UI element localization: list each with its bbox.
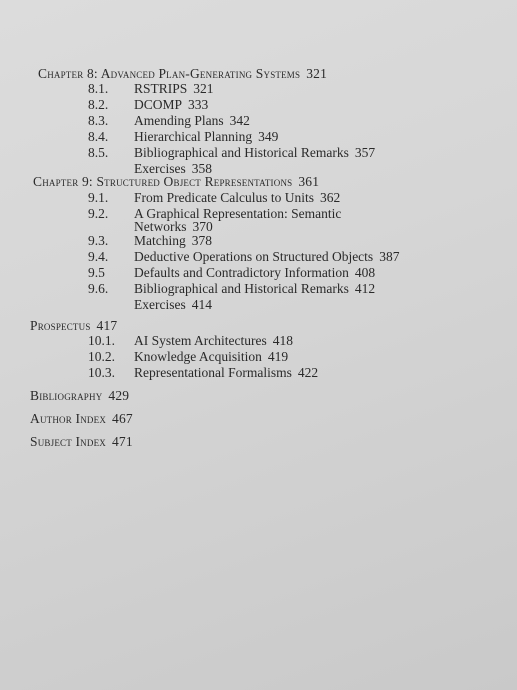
section-number: 9.4.: [88, 249, 109, 264]
exercises-label: Exercises: [134, 297, 186, 312]
section-number: 10.1.: [88, 333, 115, 348]
section-number: 8.3.: [88, 113, 109, 128]
section-number: 10.2.: [88, 349, 115, 364]
section-title-text: Matching: [134, 233, 186, 248]
page-number: 358: [191, 161, 212, 176]
section-title-text: Defaults and Contradictory Information: [134, 265, 349, 280]
section-number: 9.2.: [88, 206, 109, 221]
section-title-text: Bibliographical and Historical Remarks: [134, 281, 349, 296]
page-number: 417: [96, 318, 118, 333]
section-title: [134, 349, 288, 365]
subject-index-entry: [30, 434, 133, 450]
section-title: [134, 233, 212, 249]
page-number: 422: [297, 365, 319, 380]
exercises-label: Exercises: [134, 161, 186, 176]
section-title: [134, 281, 375, 297]
page-number: 429: [108, 388, 130, 403]
section-title-text: From Predicate Calculus to Units: [134, 190, 314, 205]
page-number: 361: [298, 174, 320, 189]
page-number: 408: [354, 265, 376, 280]
section-number: 8.1.: [88, 81, 109, 96]
chapter-title: Chapter 8: Advanced Plan-Generating Systems: [38, 66, 301, 81]
page-number: 419: [267, 349, 289, 364]
section-title-text: Networks: [134, 219, 187, 234]
chapter-title: Prospectus: [30, 318, 91, 333]
page-number: 378: [191, 233, 212, 248]
entry-title: Bibliography: [30, 388, 103, 403]
page-number: 467: [112, 411, 133, 426]
page-number: 321: [193, 81, 214, 96]
section-title-text: DCOMP: [134, 97, 183, 112]
section-title: [134, 265, 375, 281]
page-number: 370: [192, 219, 213, 234]
chapter-9-heading: [33, 174, 319, 190]
section-number: 10.3.: [88, 365, 115, 380]
section-title: [134, 113, 250, 129]
page-number: 362: [319, 190, 341, 205]
section-number: 9.5: [88, 265, 105, 280]
section-title-text: Representational Formalisms: [134, 365, 292, 380]
section-title-text: Knowledge Acquisition: [134, 349, 262, 364]
section-title: [134, 145, 375, 161]
page-number: 342: [229, 113, 250, 128]
section-number: 8.5.: [88, 145, 109, 160]
exercises-entry: [134, 297, 212, 313]
bibliography-entry: [30, 388, 129, 404]
page-number: 349: [258, 129, 279, 144]
page-number: 357: [354, 145, 376, 160]
section-number: 8.2.: [88, 97, 109, 112]
section-number: 9.1.: [88, 190, 109, 205]
page-number: 471: [111, 434, 133, 449]
section-title: [134, 365, 318, 381]
page-number: 321: [306, 66, 328, 81]
section-title-text: Bibliographical and Historical Remarks: [134, 145, 349, 160]
page-number: 333: [188, 97, 209, 112]
page-number: 387: [379, 249, 400, 264]
section-title: [134, 190, 340, 206]
section-number: 8.4.: [88, 129, 109, 144]
section-number: 9.3.: [88, 233, 109, 248]
section-number: 9.6.: [88, 281, 109, 296]
chapter-8-heading: [38, 66, 327, 82]
chapter-title: Chapter 9: Structured Object Representations: [33, 174, 293, 189]
section-title-text: AI System Architectures: [134, 333, 267, 348]
section-title: [134, 81, 214, 97]
section-title: [134, 97, 208, 113]
prospectus-heading: [30, 318, 117, 334]
section-title: [134, 249, 399, 265]
section-title-text: RSTRIPS: [134, 81, 188, 96]
section-title-text: A Graphical Representation: Semantic: [134, 206, 342, 221]
section-title-text: Deductive Operations on Structured Objects: [134, 249, 374, 264]
entry-title: Subject Index: [30, 434, 106, 449]
author-index-entry: [30, 411, 133, 427]
page-number: 418: [272, 333, 293, 348]
page-number: 414: [191, 297, 212, 312]
section-title: [134, 129, 278, 145]
section-title: [134, 333, 293, 349]
section-title-text: Hierarchical Planning: [134, 129, 253, 144]
entry-title: Author Index: [30, 411, 107, 426]
section-title-text: Amending Plans: [134, 113, 224, 128]
page-number: 412: [354, 281, 376, 296]
